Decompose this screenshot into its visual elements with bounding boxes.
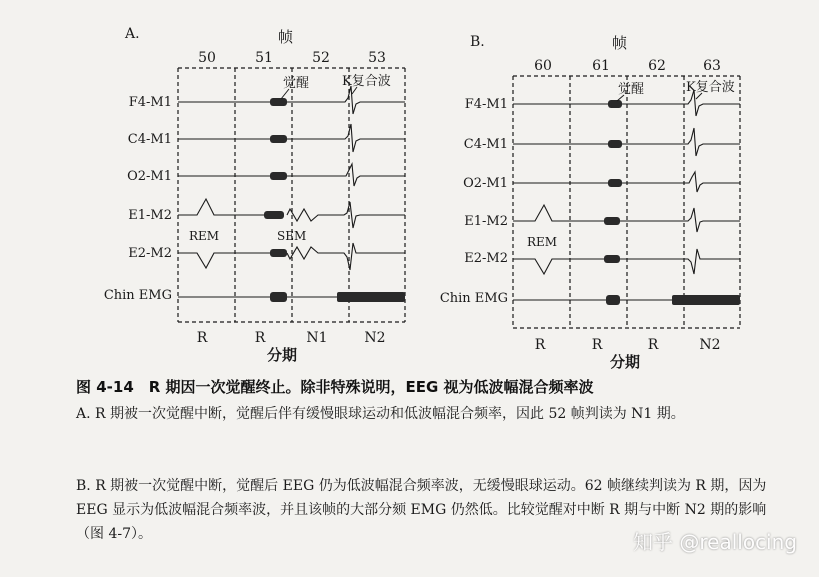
panel-a-frame-number: 51 xyxy=(255,50,273,66)
panel-a-rem-label: REM xyxy=(189,229,220,243)
panel-b-letter: B. xyxy=(470,34,485,50)
panel-b-channel-label: E1-M2 xyxy=(464,214,508,229)
figure-caption-title: 图 4-14 R 期因一次觉醒终止。除非特殊说明，EEG 视为低波幅混合频率波 xyxy=(76,378,594,396)
panel-b-kcomplex-label: K复合波 xyxy=(686,80,735,95)
panel-b-channel-label: C4-M1 xyxy=(463,137,508,152)
panel-a-channel-label: C4-M1 xyxy=(127,132,172,147)
panel-b-stage: N2 xyxy=(699,337,721,353)
panel-a-kcomplex-label: K复合波 xyxy=(342,74,391,89)
panel-b-stage-axis-label: 分期 xyxy=(610,353,641,371)
panel-a-sem-label: SEM xyxy=(277,229,307,243)
panel-a-stage: N1 xyxy=(306,330,328,346)
panel-a-channel-label: O2-M1 xyxy=(127,169,172,184)
panel-a-letter: A. xyxy=(125,26,140,42)
panel-b-frame-number: 62 xyxy=(648,58,666,74)
panel-b-n2-emg-burst xyxy=(672,295,740,305)
panel-a-stage: R xyxy=(254,330,266,346)
panel-a-channel-label: E2-M2 xyxy=(128,246,172,261)
caption-paragraph-a: A. R 期被一次觉醒中断，觉醒后伴有缓慢眼球运动和低波幅混合频率，因此 52 帧判读为 N1 期。 xyxy=(76,406,685,422)
panel-b-stage: R xyxy=(534,337,546,353)
caption-paragraph-b: B. R 期被一次觉醒中断，觉醒后 EEG 仍为低波幅混合频率波，无缓慢眼球运动。62 帧继续判读为 R 期，因为 EEG 显示为低波幅混合频率波，并且该帧的大部分颏 EMG 仍然低。比较觉醒对中断 R 期与中断 N2 期的影响（图 4-7）。 xyxy=(76,478,767,542)
panel-a xyxy=(104,26,405,364)
panel-b-frame-number: 61 xyxy=(592,58,610,74)
panel-a-channel-label: Chin EMG xyxy=(103,288,172,303)
panel-b-frame-number: 63 xyxy=(703,58,721,74)
panel-a-frame-number: 50 xyxy=(198,50,216,66)
panel-a-stage-axis-label: 分期 xyxy=(267,346,298,364)
panel-a-stage: R xyxy=(196,330,208,346)
panel-b-epoch-grid xyxy=(513,76,740,328)
panel-a-frame-title: 帧 xyxy=(278,28,294,46)
panel-b-channel-label: F4-M1 xyxy=(464,97,508,112)
panel-b-rem-label: REM xyxy=(527,235,558,249)
panel-b-frame-number: 60 xyxy=(534,58,552,74)
panel-a-n2-emg-burst xyxy=(337,292,405,302)
panel-b-channel-label: O2-M1 xyxy=(463,176,508,191)
panel-b-arousal-bursts xyxy=(604,100,740,305)
panel-a-epoch-grid xyxy=(178,68,405,322)
panel-b-arousal-label: 觉醒 xyxy=(618,82,645,97)
panel-b-channel-label: E2-M2 xyxy=(464,251,508,266)
panel-b-frame-title: 帧 xyxy=(612,34,628,52)
panel-a-channel-label: E1-M2 xyxy=(128,208,172,223)
panel-a-arousal-bursts xyxy=(264,98,405,302)
watermark: 知乎 @reallocing xyxy=(633,530,797,554)
panel-b-stage: R xyxy=(591,337,603,353)
panel-a-channel-label: F4-M1 xyxy=(128,95,172,110)
panel-a-frame-number: 53 xyxy=(368,50,386,66)
panel-a-frame-number: 52 xyxy=(312,50,330,66)
panel-b-channel-label: Chin EMG xyxy=(439,291,508,306)
panel-b xyxy=(440,34,740,371)
panel-a-arousal-label: 觉醒 xyxy=(283,76,310,91)
panel-a-stage: N2 xyxy=(364,330,386,346)
panel-b-stage: R xyxy=(647,337,659,353)
